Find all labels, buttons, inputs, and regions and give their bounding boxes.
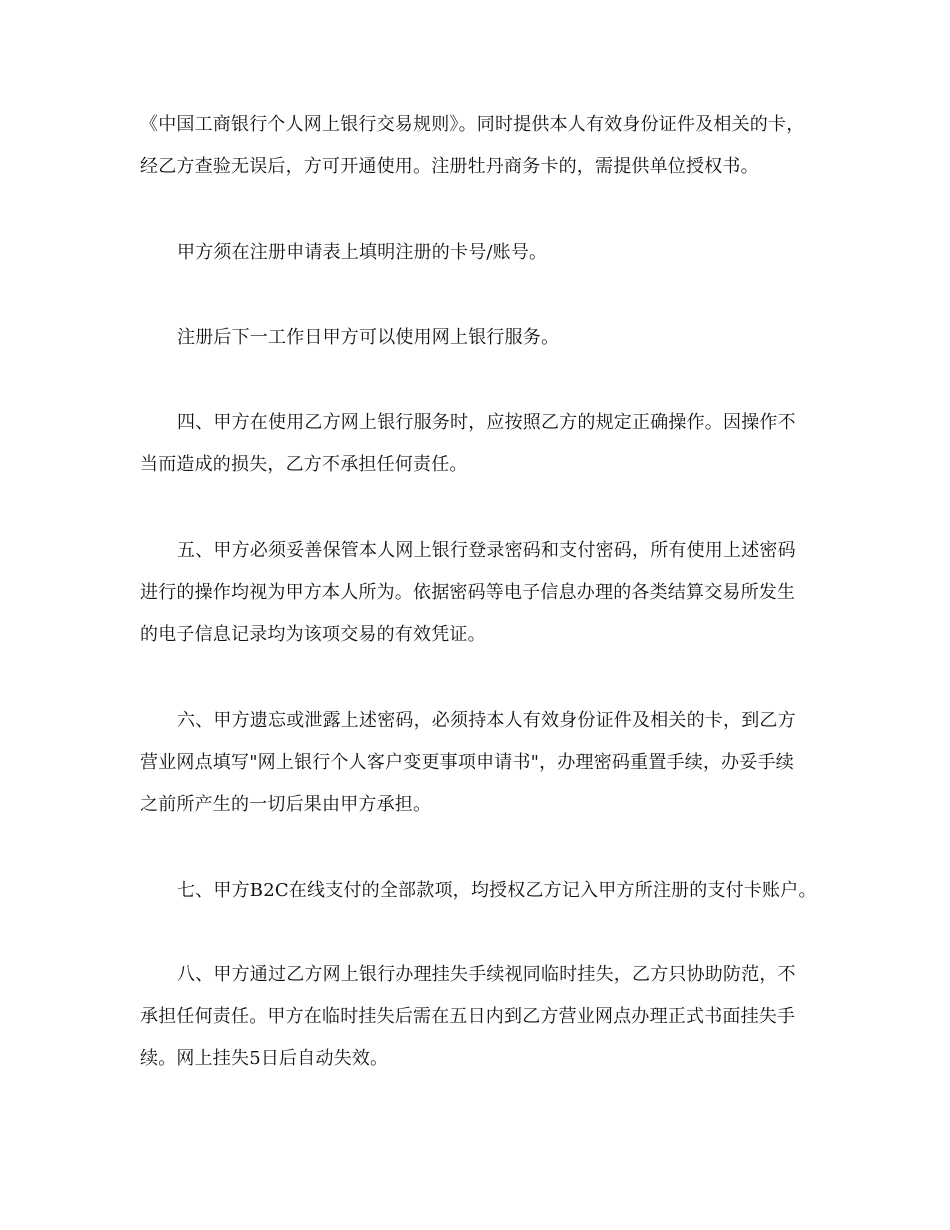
paragraph-4-line-2: 当而造成的损失，乙方不承担任何责任。 <box>140 454 468 475</box>
paragraph-5-line-1: 五、甲方必须妥善保管本人网上银行登录密码和支付密码，所有使用上述密码 <box>177 540 796 561</box>
paragraph-8-line-2: 承担任何责任。甲方在临时挂失后需在五日内到乙方营业网点办理正式书面挂失手 <box>140 1006 796 1027</box>
paragraph-8-line-1: 八、甲方通过乙方网上银行办理挂失手续视同临时挂失，乙方只协助防范，不 <box>177 964 796 985</box>
paragraph-6-line-3: 之前所产生的一切后果由甲方承担。 <box>140 794 432 815</box>
paragraph-1-line-1: 《中国工商银行个人网上银行交易规则》。同时提供本人有效身份证件及相关的卡， <box>140 114 805 135</box>
paragraph-6-line-2: 营业网点填写"网上银行个人客户变更事项申请书"，办理密码重置手续，办妥手续 <box>140 752 794 773</box>
paragraph-5-line-2: 进行的操作均视为甲方本人所为。依据密码等电子信息办理的各类结算交易所发生 <box>140 582 796 603</box>
paragraph-4-line-1: 四、甲方在使用乙方网上银行服务时，应按照乙方的规定正确操作。因操作不 <box>177 412 796 433</box>
paragraph-6-line-1: 六、甲方遗忘或泄露上述密码，必须持本人有效身份证件及相关的卡，到乙方 <box>177 710 796 731</box>
paragraph-3-line-1: 注册后下一工作日甲方可以使用网上银行服务。 <box>177 327 560 348</box>
paragraph-8-line-3: 续。网上挂失5日后自动失效。 <box>140 1048 389 1069</box>
paragraph-1-line-2: 经乙方查验无误后，方可开通使用。注册牡丹商务卡的，需提供单位授权书。 <box>140 156 759 177</box>
paragraph-7-line-1: 七、甲方B2C在线支付的全部款项，均授权乙方记入甲方所注册的支付卡账户。 <box>177 880 817 901</box>
paragraph-5-line-3: 的电子信息记录均为该项交易的有效凭证。 <box>140 624 486 645</box>
paragraph-2-line-1: 甲方须在注册申请表上填明注册的卡号/账号。 <box>177 242 548 263</box>
